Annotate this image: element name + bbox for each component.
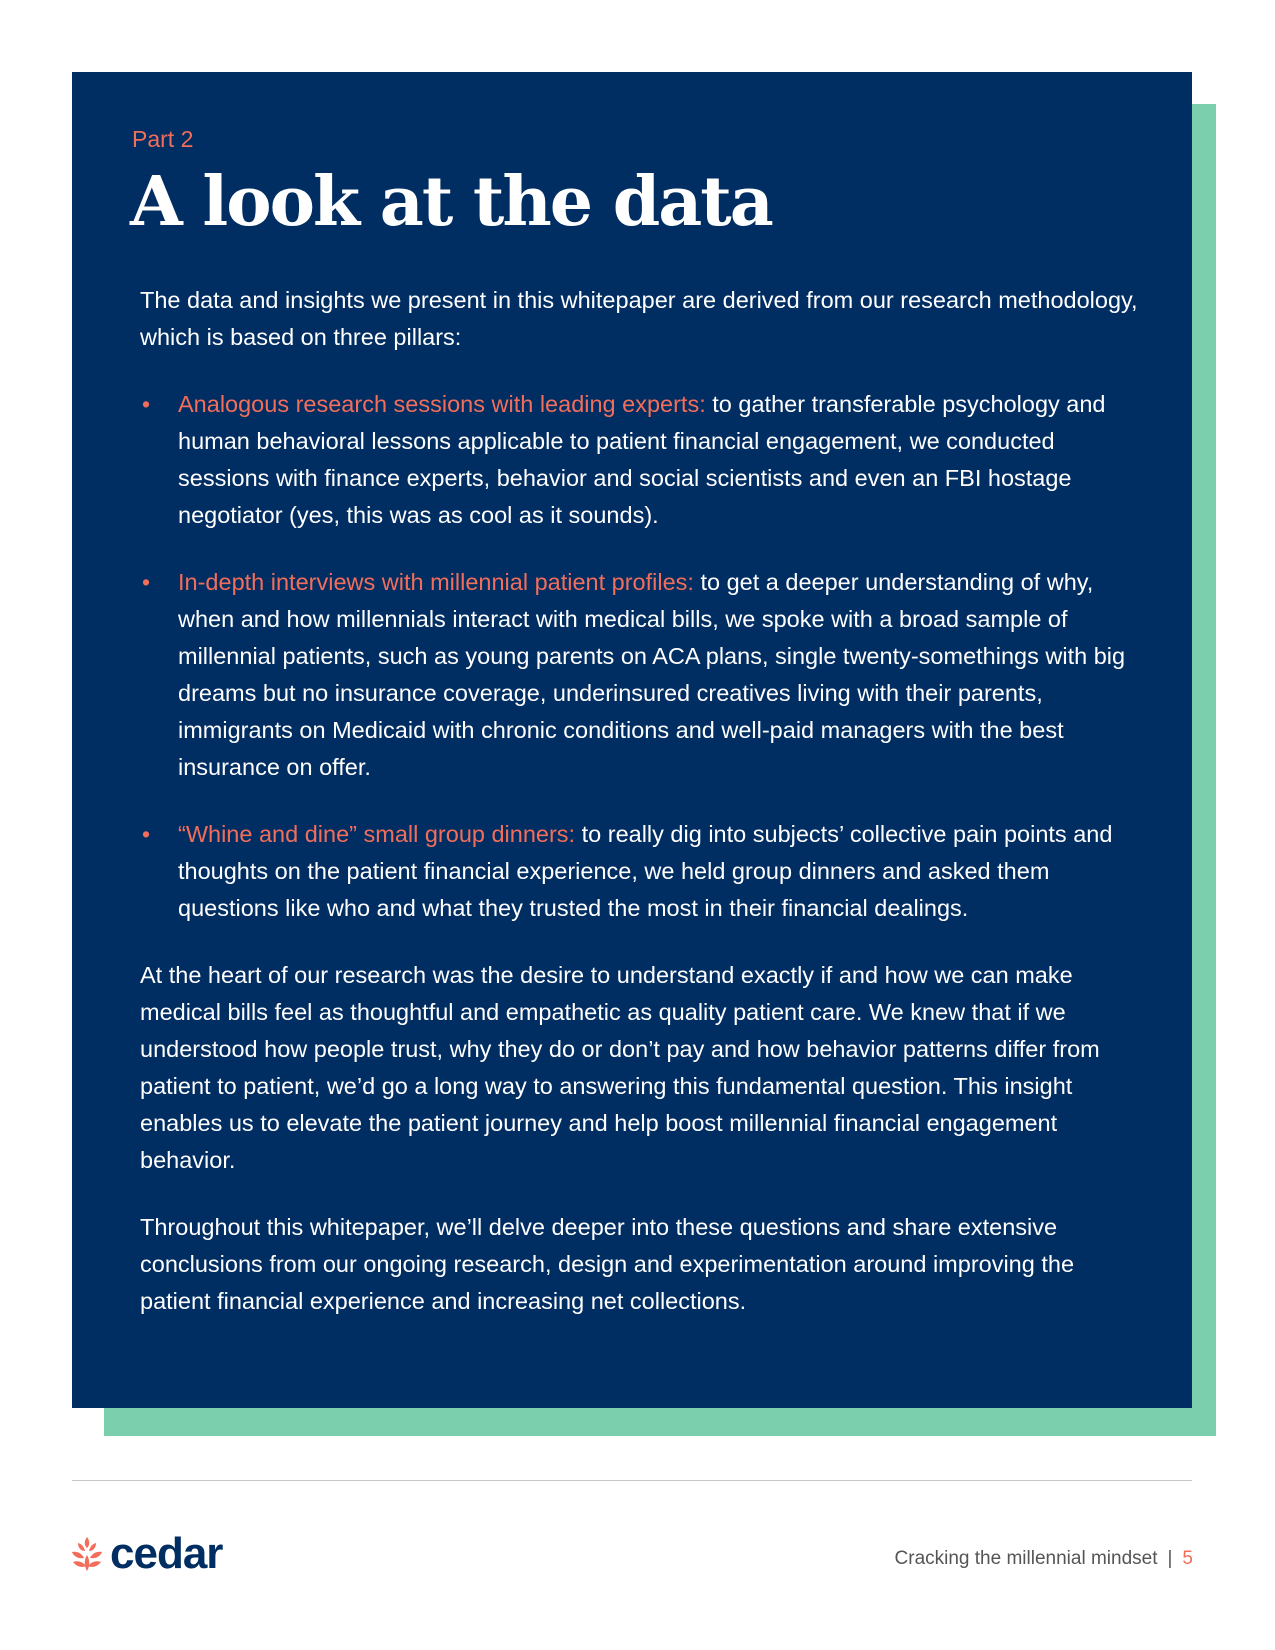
body-content [140, 282, 1140, 1320]
pinecone-icon [70, 1535, 104, 1573]
body-paragraph: At the heart of our research was the desire to understand exactly if and how we can make medical bills feel as thoughtful and empathetic as quality patient care. We knew that if we understood how people trust, why they do or don’t pay and how behavior patterns differ from patient to patient, we’d go a long way to answering this fundamental question. This insight enables us to elevate the patient journey and help boost millennial financial engagement behavior. [140, 962, 1100, 1173]
footer-separator: | [1167, 1548, 1173, 1569]
body-paragraph: Throughout this whitepaper, we’ll delve deeper into these questions and share extensive conclusions from our ongoing research, design and experimentation around improving the patient financial experience and increasing net collections. [140, 1214, 1075, 1314]
pillar-text: to gather transferable psychology and human behavioral lessons applicable to patient financial engagement, we conducted sessions with finance experts, behavior and social scientists and even an FBI hostage negotiator (yes, this was as cool as it sounds). [178, 391, 1106, 528]
document-title: Cracking the millennial mindset [894, 1548, 1158, 1569]
footer-info [895, 1548, 1193, 1570]
content-panel [72, 72, 1192, 1408]
brand-wordmark: cedar [110, 1529, 223, 1578]
bullet-icon: • [142, 821, 151, 847]
pillar-lead: “Whine and dine” small group dinners: [178, 821, 576, 847]
list-item [140, 816, 1140, 927]
page-title: A look at the data [130, 162, 772, 242]
pillar-lead: In-depth interviews with millennial patient profiles: [178, 569, 694, 595]
bullet-icon: • [142, 391, 151, 417]
footer-divider [72, 1480, 1192, 1481]
brand-logo [70, 1529, 223, 1578]
pillar-text: to get a deeper understanding of why, when and how millennials interact with medical bills, we spoke with a broad sample of millennial patients, such as young parents on ACA plans, single twenty-somethings with big dreams but no insurance coverage, underinsured creatives living with their parents, immigrants on Medicaid with chronic conditions and well-paid managers with the best insurance on offer. [178, 569, 1126, 780]
pillars-list [140, 386, 1140, 927]
intro-paragraph: The data and insights we present in this whitepaper are derived from our research methodology, which is based on three pillars: [140, 287, 1138, 350]
pillar-text: to really dig into subjects’ collective pain points and thoughts on the patient financial experience, we held group dinners and asked them questions like who and what they trusted the most in their financial dealings. [178, 821, 1113, 921]
list-item [140, 564, 1140, 786]
page-number: 5 [1182, 1548, 1193, 1569]
bullet-icon: • [142, 569, 151, 595]
part-label: Part 2 [132, 126, 194, 152]
list-item [140, 386, 1140, 534]
pillar-lead: Analogous research sessions with leading experts: [178, 391, 706, 417]
